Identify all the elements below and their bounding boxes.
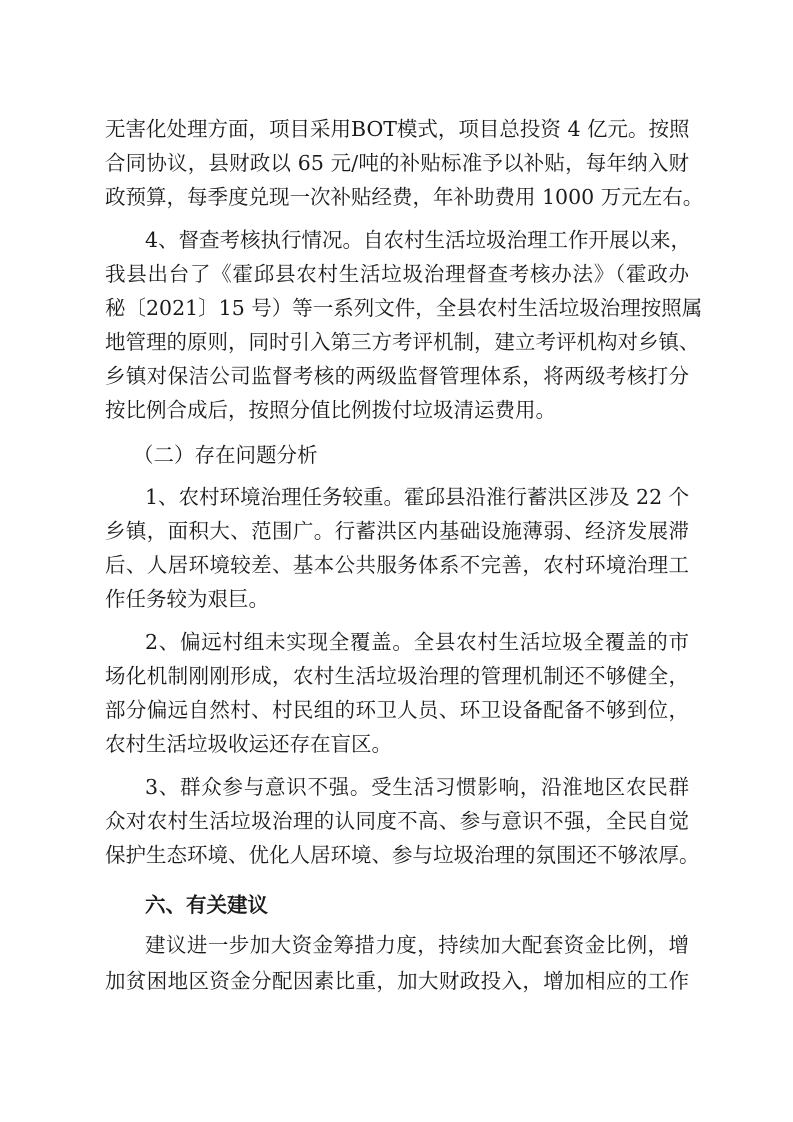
- paragraph-line: 2、偏远村组未实现全覆盖。全县农村生活垃圾全覆盖的市: [145, 630, 689, 654]
- paragraph-line: 保护生态环境、优化人居环境、参与垃圾治理的氛围还不够浓厚。: [105, 843, 700, 867]
- paragraph-line: 3、群众参与意识不强。受生活习惯影响，沿淮地区农民群: [145, 775, 689, 799]
- paragraph-line: 无害化处理方面，项目采用BOT模式，项目总投资 4 亿元。按照: [105, 117, 690, 141]
- paragraph-line: 场化机制刚刚形成，农村生活垃圾治理的管理机制还不够健全，: [105, 664, 689, 688]
- paragraph-line: 农村生活垃圾收运还存在盲区。: [105, 732, 392, 756]
- paragraph-line: 乡镇对保洁公司监督考核的两级监督管理体系，将两级考核打分: [105, 364, 689, 388]
- section-heading: （二）存在问题分析: [133, 443, 318, 467]
- section-heading-suggestions: 六、有关建议: [145, 893, 268, 917]
- paragraph-line: 后、人居环境较差、基本公共服务体系不完善，农村环境治理工: [105, 553, 689, 577]
- paragraph-line: 乡镇，面积大、范围广。行蓄洪区内基础设施薄弱、经济发展滞: [105, 519, 689, 543]
- paragraph-line: 作任务较为艰巨。: [105, 587, 269, 611]
- paragraph-line: 按比例合成后，按照分值比例拨付垃圾清运费用。: [105, 398, 556, 422]
- paragraph-line: 政预算，每季度兑现一次补贴经费，年补助费用 1000 万元左右。: [105, 185, 704, 209]
- paragraph-line: 秘〔2021〕15 号）等一系列文件，全县农村生活垃圾治理按照属: [105, 296, 703, 320]
- paragraph-line: 我县出台了《霍邱县农村生活垃圾治理督查考核办法》（霍政办: [105, 262, 689, 286]
- paragraph-line: 地管理的原则，同时引入第三方考评机制，建立考评机构对乡镇、: [105, 330, 700, 354]
- paragraph-line: 加贫困地区资金分配因素比重，加大财政投入，增加相应的工作: [105, 969, 689, 993]
- paragraph-line: 4、督查考核执行情况。自农村生活垃圾治理工作开展以来，: [145, 228, 692, 252]
- paragraph-line: 部分偏远自然村、村民组的环卫人员、环卫设备配备不够到位，: [105, 698, 689, 722]
- paragraph-line: 1、农村环境治理任务较重。霍邱县沿淮行蓄洪区涉及 22 个: [145, 485, 690, 509]
- paragraph-line: 合同协议，县财政以 65 元/吨的补贴标准予以补贴，每年纳入财: [105, 151, 689, 175]
- paragraph-line: 众对农村生活垃圾治理的认同度不高、参与意识不强，全民自觉: [105, 809, 689, 833]
- paragraph-line: 建议进一步加大资金筹措力度，持续加大配套资金比例，增: [145, 933, 689, 957]
